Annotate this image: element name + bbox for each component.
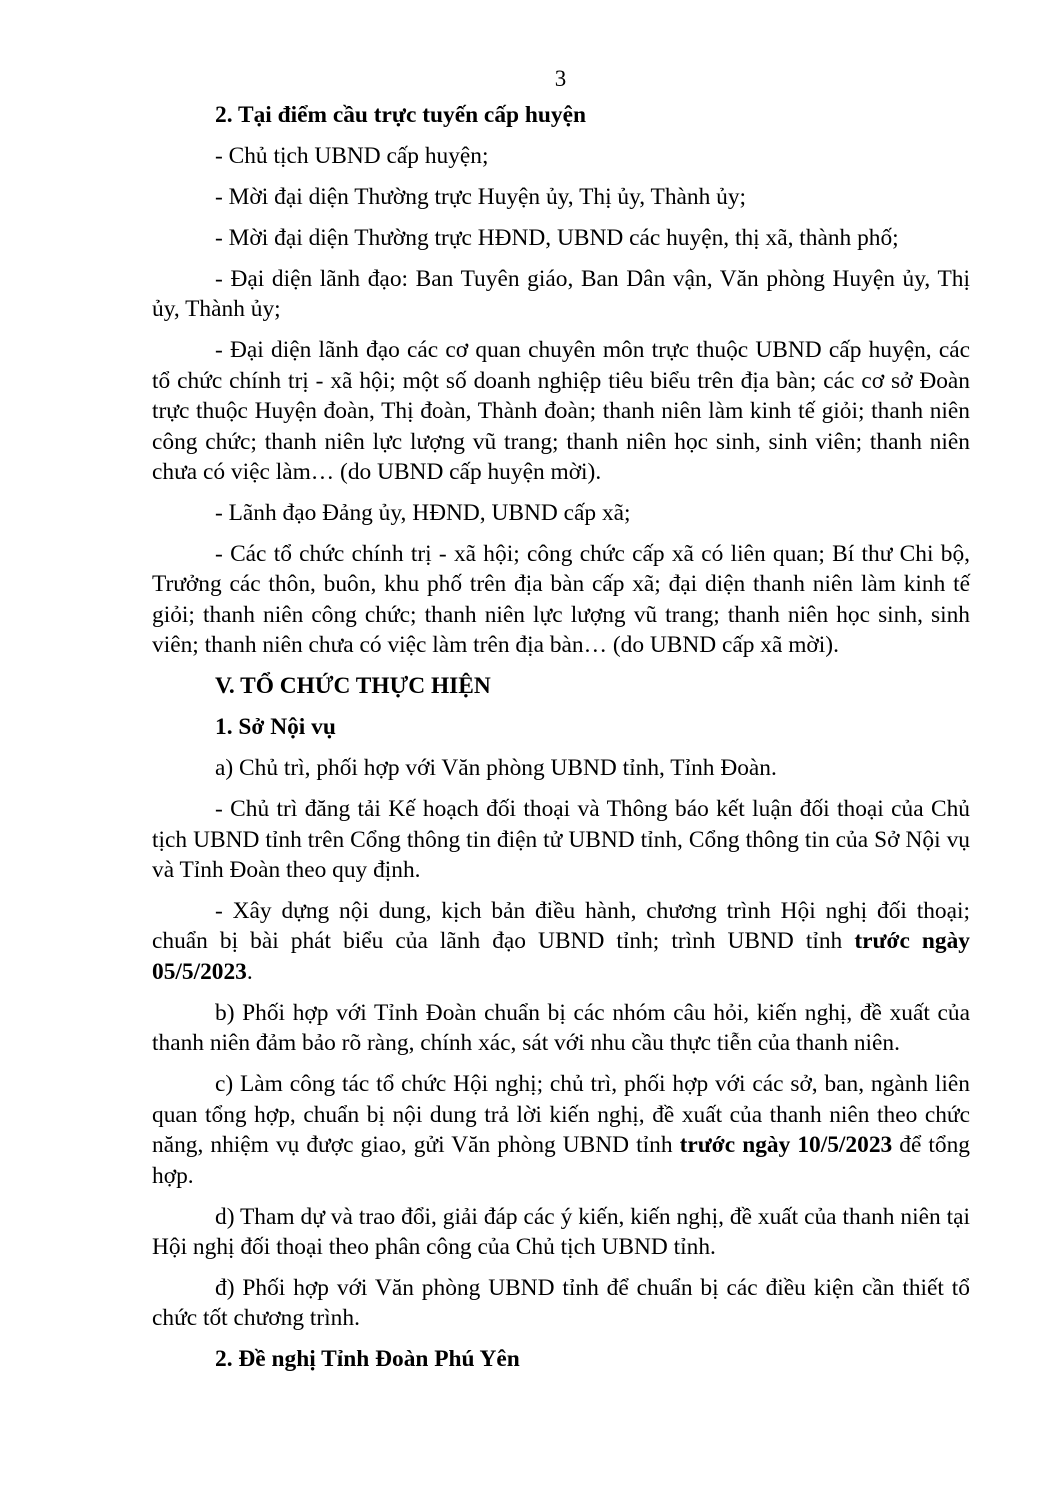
paragraph: d) Tham dự và trao đổi, giải đáp các ý kiến, kiến nghị, đề xuất của thanh niên tại Hội nghị đối thoại theo phân công của Chủ tịch UBND tỉnh.	[152, 1203, 970, 1260]
paragraph: - Mời đại diện Thường trực HĐND, UBND các huyện, thị xã, thành phố;	[215, 225, 899, 251]
paragraph: b) Phối hợp với Tỉnh Đoàn chuẩn bị các nhóm câu hỏi, kiến nghị, đề xuất của thanh niên đảm bảo rõ ràng, chính xác, sát với nhu cầu thực tiễn của thanh niên.	[152, 999, 970, 1057]
paragraph: - Đại diện lãnh đạo: Ban Tuyên giáo, Ban Dân vận, Văn phòng Huyện ủy, Thị ủy, Thành ủy;	[152, 266, 970, 323]
paragraph: - Đại diện lãnh đạo các cơ quan chuyên môn trực thuộc UBND cấp huyện, các tổ chức chính trị - xã hội; một số doanh nghiệp tiêu biểu trên địa bàn; các cơ sở Đoàn trực thuộc Huyện đoàn, Thị đoàn, Thành đoàn; thanh niên làm kinh tế giỏi; thanh niên công chức; thanh niên lực lượng vũ trang; thanh niên học sinh, sinh viên; thanh niên chưa có việc làm… (do UBND cấp huyện mời).	[152, 337, 970, 486]
deadline-text: trước ngày 05/5/2023	[152, 928, 970, 985]
paragraph: - Chủ tịch UBND cấp huyện;	[215, 143, 489, 169]
paragraph-with-deadline	[152, 896, 970, 987]
section-heading: V. TỔ CHỨC THỰC HIỆN	[215, 673, 491, 700]
page-number: 3	[554, 66, 567, 91]
section-heading: 2. Tại điểm cầu trực tuyến cấp huyện	[215, 102, 586, 128]
subsection-heading: 2. Đề nghị Tỉnh Đoàn Phú Yên	[215, 1346, 520, 1373]
paragraph: - Các tổ chức chính trị - xã hội; công chức cấp xã có liên quan; Bí thư Chi bộ, Trưởng các thôn, buôn, khu phố trên địa bàn cấp xã; đại diện thanh niên làm kinh tế giỏi; thanh niên công chức; thanh niên lực lượng vũ trang; thanh niên học sinh, sinh viên; thanh niên chưa có việc làm trên địa bàn… (do UBND cấp xã mời).	[152, 541, 970, 659]
document-body	[152, 100, 970, 1385]
paragraph-tail: .	[246, 958, 253, 985]
paragraph-tail: để tổng hợp.	[152, 1132, 971, 1189]
subsection-heading: 1. Sở Nội vụ	[215, 714, 336, 741]
paragraph: đ) Phối hợp với Văn phòng UBND tỉnh để chuẩn bị các điều kiện cần thiết tổ chức tốt chương trình.	[152, 1274, 970, 1332]
paragraph-text: - Xây dựng nội dung, kịch bản điều hành, chương trình Hội nghị đối thoại; chuẩn bị bài phát biểu của lãnh đạo UBND tỉnh; trình UBND tỉnh	[152, 898, 970, 955]
deadline-text: trước ngày 10/5/2023	[679, 1132, 893, 1159]
paragraph: - Lãnh đạo Đảng ủy, HĐND, UBND cấp xã;	[215, 500, 631, 527]
paragraph: a) Chủ trì, phối hợp với Văn phòng UBND tỉnh, Tỉnh Đoàn.	[215, 755, 777, 782]
paragraph-text: c) Làm công tác tổ chức Hội nghị; chủ trì, phối hợp với các sở, ban, ngành liên quan tổng hợp, chuẩn bị nội dung trả lời kiến nghị, đề xuất của thanh niên theo chức năng, nhiệm vụ được giao, gửi Văn phòng UBND tỉnh	[152, 1071, 970, 1159]
paragraph: - Mời đại diện Thường trực Huyện ủy, Thị ủy, Thành ủy;	[215, 184, 747, 210]
paragraph: - Chủ trì đăng tải Kế hoạch đối thoại và Thông báo kết luận đối thoại của Chủ tịch UBND tỉnh trên Cổng thông tin điện tử UBND tỉnh, Cổng thông tin của Sở Nội vụ và Tỉnh Đoàn theo quy định.	[152, 796, 970, 884]
paragraph-with-deadline	[152, 1069, 970, 1191]
